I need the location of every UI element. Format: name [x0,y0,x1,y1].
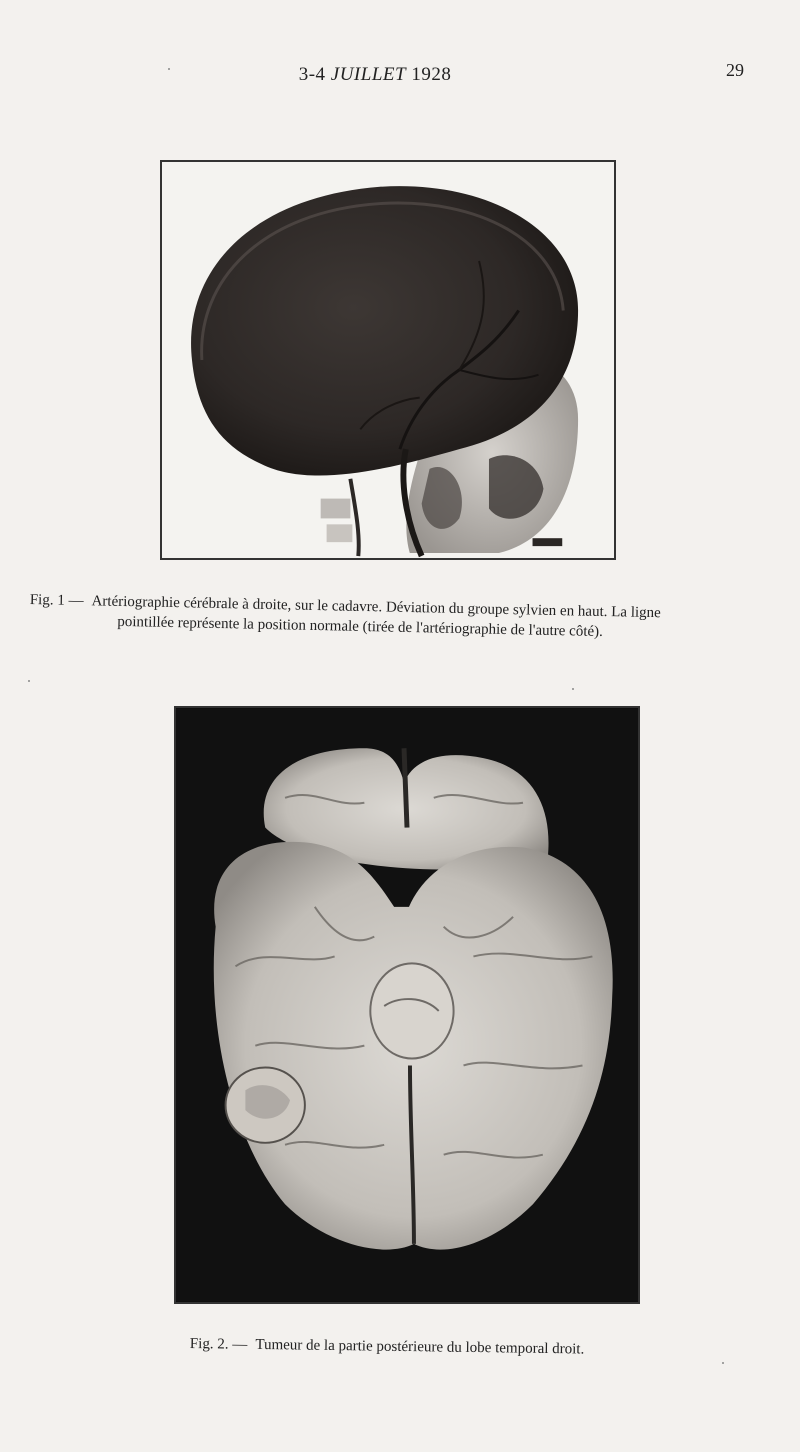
figure-2-brain-photograph [174,706,640,1304]
running-header [260,64,490,86]
header-date-month: JUILLET [330,64,407,85]
header-date-prefix: 3-4 [298,64,326,85]
figure-1-caption [29,590,775,646]
header-date-year: 1928 [411,64,452,85]
figure-2-caption-text: Tumeur de la partie postérieure du lobe temporal droit. [255,1336,585,1358]
figure-1-arteriography-image [160,160,616,560]
figure-1-caption-line-2: pointillée représente la position normale (tirée de l'artériographie de l'autre côté). [117,613,604,641]
figure-2-caption [190,1334,670,1361]
paper-speck [168,68,170,70]
paper-speck [572,688,574,690]
figure-1-label: Fig. 1 — [29,591,84,610]
figure-2-label: Fig. 2. — [189,1335,248,1353]
figure-1-caption-line-1: Artériographie cérébrale à droite, sur le cadavre. Déviation du groupe sylvien en haut. La ligne [91,593,661,622]
paper-speck [28,680,30,682]
paper-speck [722,1362,724,1364]
page-number: 29 [726,60,744,80]
